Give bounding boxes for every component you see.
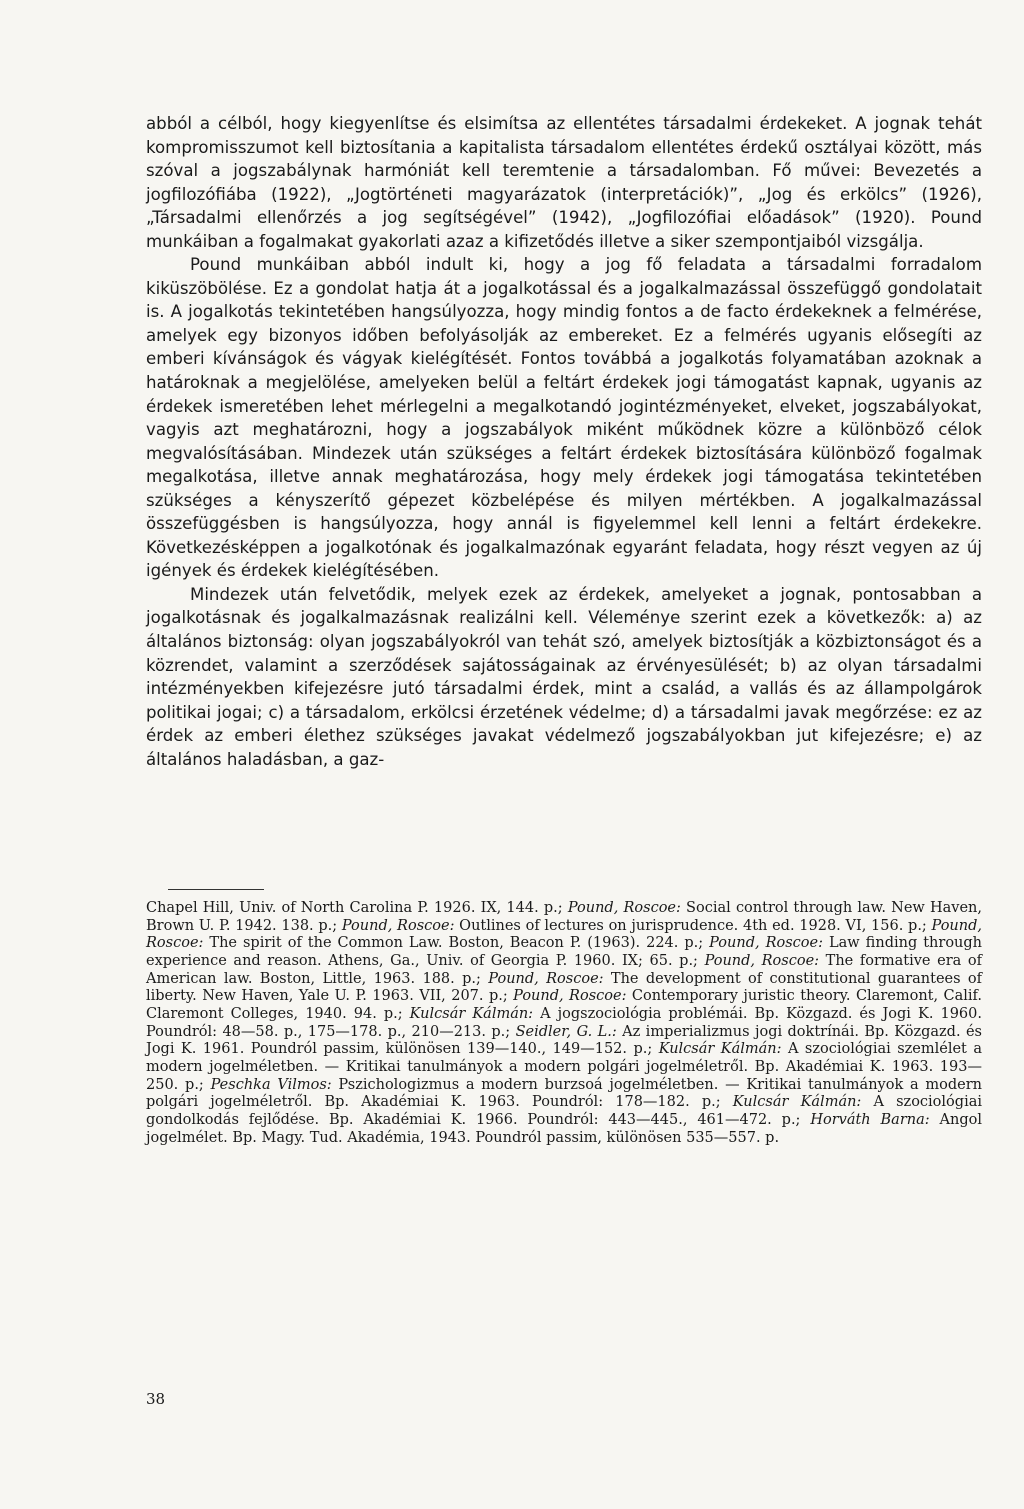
footnote-text: Outlines of lectures on jurisprudence. 4th ed. 1928. VI, 156. p.; [454,917,932,934]
footnote-author: Pound, Roscoe: [146,917,982,952]
page-number: 38 [146,1390,166,1408]
footnote-text: Angol jogelmélet. Bp. Magy. Tud. Akadémia, 1943. Poundról passim, különösen 535—557. p. [146,1111,982,1146]
footnote-text: Contemporary juristic theory. Claremont, Calif. Claremont Colleges, 1940. 94. p.; [146,988,983,1022]
footnote-author: Kulcsár Kálmán: [658,1041,782,1058]
footnote [146,900,982,1147]
footnote-author: Horváth Barna: [810,1111,930,1128]
paragraph-1: abból a célból, hogy kiegyenlítse és elsimítsa az ellentétes társadalmi érdekeket. A jognak tehát kompromisszumot kell biztosítania a kapitalista társadalom ellentétes érdekű osztályai között, más szóval a jogszabálynak harmóniát kell teremtenie a társadalomban. Fő művei: Bevezetés a jogfilozófiába (1922), „Jogtörténeti magyarázatok (interpretációk)”, „Jog és erkölcs” (1926), „Társadalmi ellenőrzés a jog segítségével” (1942), „Jogfilozófiai előadások” (1920). Pound munkáiban a fogalmakat gyakorlati azaz a kifizetődés illetve a siker szempontjaiból vizsgálja. [146,114,982,251]
footnote-text: A jogszociológia problémái. Bp. Közgazd. és Jogi K. 1960. Poundról: 48—58. p., 175—178. p., 210—213. p.; [146,1005,982,1040]
footnote-author: Pound, Roscoe: [341,917,455,934]
footnote-separator [168,889,264,890]
footnote-author: Pound, Roscoe: [567,900,681,916]
footnote-author: Pound, Roscoe: [488,970,604,987]
footnote-author: Pound, Roscoe: [709,935,824,952]
body-text [146,112,982,771]
footnote-author: Pound, Roscoe: [513,988,627,1005]
footnote-text: Chapel Hill, Univ. of North Carolina P. 1926. IX, 144. p.; [146,900,568,916]
footnote-author: Kulcsár Kálmán: [732,1094,862,1111]
footnote-text: Law finding through experience and reason. Athens, Ga., Univ. of Georgia P. 1960. IX; 65. p.; [146,935,983,969]
footnote-author: Peschka Vilmos: [210,1076,332,1093]
footnote-author: Pound, Roscoe: [704,952,820,969]
paragraph-3: Mindezek után felvetődik, melyek ezek az érdekek, amelyeket a jognak, pontosabban a jogalkotásnak és jogalkalmazásnak realizálni kell. Véleménye szerint ezek a következők: a) az általános biztonság: olyan jogszabályokról van tehát szó, amelyek biztosítják a közbiztonságot és a közrendet, valamint a szerződések sajátosságainak az érvényesülését; b) az olyan társadalmi intézményekben kifejezésre jutó társadalmi érdek, mint a család, a vallás és az állampolgárok politikai jogai; c) a társadalom, erkölcsi érzetének védelme; d) a társadalmi javak megőrzése: ez az érdek az emberi élethez szükséges javakat védelmező jogszabályokban jut kifejezésre; e) az általános haladásban, a gaz- [146,584,982,769]
footnote-text: A szociológiai szemlélet a modern jogelméletben. — Kritikai tanulmányok a modern polgári jogelméletről. Bp. Akadémiai K. 1963. 193—250. p.; [146,1041,982,1093]
footnote-author: Kulcsár Kálmán: [409,1005,534,1022]
footnote-text: The spirit of the Common Law. Boston, Beacon P. (1963). 224. p.; [203,935,710,952]
footnote-text: Social control through law. New Haven, Brown U. P. 1942. 138. p.; [146,900,982,934]
paragraph-2: Pound munkáiban abból indult ki, hogy a jog fő feladata a társadalmi forradalom kiküszöbölése. Ez a gondolat hatja át a jogalkotással és a jogalkalmazással összefüggő gondolatait is. A jogalkotás tekintetében hangsúlyozza, hogy mindig fontos a de facto érdekeknek a felmérése, amelyek egy bizonyos időben befolyásolják az embereket. Ez a felmérés ugyanis elősegíti az emberi kívánságok és vágyak kielégítését. Fontos továbbá a jogalkotás folyamatában azoknak a határoknak a megjelölése, amelyeken belül a feltárt érdekek jogi támogatást kapnak, ugyanis az érdekek ismeretében lehet mérlegelni a megalkotandó jogintézményeket, elveket, jogszabályokat, vagyis azt meghatározni, hogy a jogszabályok miként működnek közre a különböző célok megvalósításában. Mindezek után szükséges a feltárt érdekek biztosítására különböző fogalmak megalkotása, illetve annak meghatározása, hogy mely érdekek jogi támogatása tekintetében szükséges a kényszerítő gépezet közbelépése és milyen mértékben. A jogalkalmazással összefüggésben is hangsúlyozza, hogy annál is figyelemmel kell lenni a feltárt érdekekre. Következésképpen a jogalkotónak és jogalkalmazónak egyaránt feladata, hogy részt vegyen az új igények és érdekek kielégítésében. [146,255,982,581]
footnote-text: A szociológiai gondolkodás fejlődése. Bp. Akadémiai K. 1966. Poundról: 443—445., 461—472. p.; [146,1094,982,1128]
footnote-text: The development of constitutional guarantees of liberty. New Haven, Yale U. P. 1963. VII, 207. p.; [146,970,983,1005]
footnote-text: Pszichologizmus a modern burzsoá jogelméletben. — Kritikai tanulmányok a modern polgári jogelméletről. Bp. Akadémiai K. 1963. Poundról: 178—182. p.; [146,1076,983,1111]
footnote-text: Az imperializmus jogi doktrínái. Bp. Közgazd. és Jogi K. 1961. Poundról passim, különösen 139—140., 149—152. p.; [146,1023,982,1058]
footnote-text: The formative era of American law. Boston, Little, 1963. 188. p.; [146,952,982,987]
footnote-author: Seidler, G. L.: [515,1023,617,1040]
